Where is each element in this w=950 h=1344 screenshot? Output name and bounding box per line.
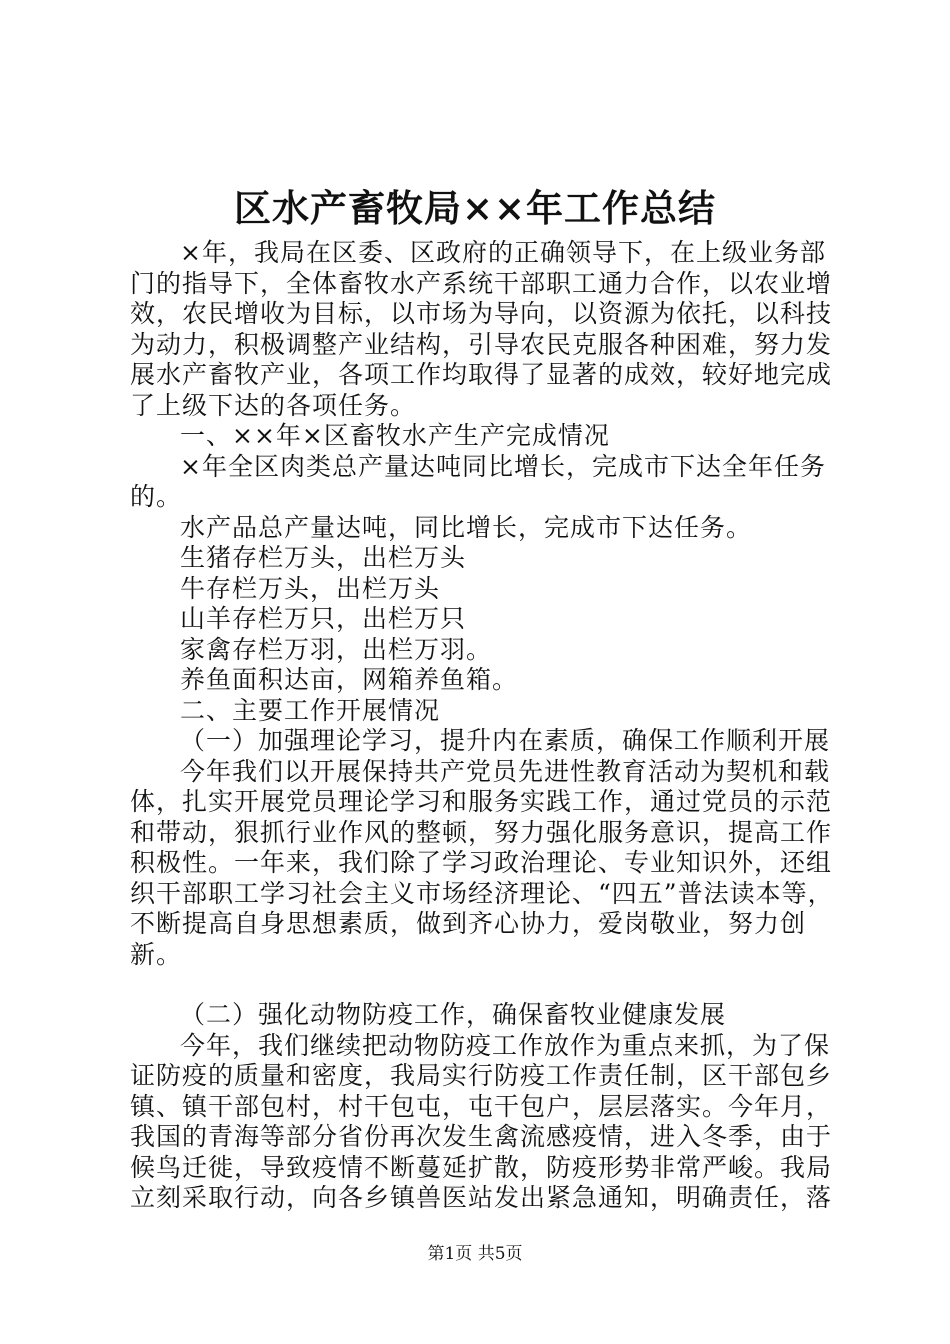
paragraph-poultry: 家禽存栏万羽，出栏万羽。 [180, 634, 493, 664]
paragraph-fish-farming: 养鱼面积达亩，网箱养鱼箱。 [180, 665, 519, 694]
paragraph-pigs: 生猪存栏万头，出栏万头 [180, 543, 467, 572]
paragraph-cattle: 牛存栏万头，出栏万头 [180, 573, 441, 603]
document-body [130, 238, 836, 1214]
document-title: 区水产畜牧局××年工作总结 [233, 186, 716, 230]
subsection-heading-1: （一）加强理论学习，提升内在素质，确保工作顺利开展 [180, 726, 831, 755]
paragraph-meat-output: ×年全区肉类总产量达吨同比增长，完成市下达全年任务的。 [130, 451, 826, 511]
paragraph-intro: ×年，我局在区委、区政府的正确领导下，在上级业务部门的指导下，全体畜牧水产系统干部职工通力合作，以农业增效，农民增收为目标，以市场为导向，以资源为依托，以科技为动力，积极调整产业结构，引导农民克服各种困难，努力发展水产畜牧产业，各项工作均取得了显著的成效，较好地完成了上级下达的各项任务。 [130, 238, 833, 420]
paragraph-theory-study: 今年我们以开展保持共产党员先进性教育活动为契机和载体，扎实开展党员理论学习和服务实践工作，通过党员的示范和带动，狠抓行业作风的整顿，努力强化服务意识，提高工作积极性。一年来，我们除了学习政治理论、专业知识外，还组织干部职工学习社会主义市场经济理论、“四五”普法读本等，不断提高自身思想素质，做到齐心协力，爱岗敬业，努力创新。 [130, 756, 834, 969]
section-heading-1: 一、××年×区畜牧水产生产完成情况 [180, 421, 610, 450]
paragraph-aquatic-output: 水产品总产量达吨，同比增长，完成市下达任务。 [180, 512, 753, 542]
section-heading-2: 二、主要工作开展情况 [180, 695, 441, 725]
page-footer: 第1页 共5页 [427, 1244, 523, 1264]
paragraph-epidemic-prevention: 今年，我们继续把动物防疫工作放作为重点来抓，为了保证防疫的质量和密度，我局实行防疫工作责任制，区干部包乡镇、镇干部包村，村干包屯，屯干包户，层层落实。今年月，我国的青海等部分省份再次发生禽流感疫情，进入冬季，由于候鸟迁徙，导致疫情不断蔓延扩散，防疫形势非常严峻。我局立刻采取行动，向各乡镇兽医站发出紧急通知，明确责任，落 [130, 1030, 833, 1212]
paragraph-goats: 山羊存栏万只，出栏万只 [180, 604, 467, 633]
subsection-heading-2: （二）强化动物防疫工作，确保畜牧业健康发展 [180, 1000, 727, 1029]
